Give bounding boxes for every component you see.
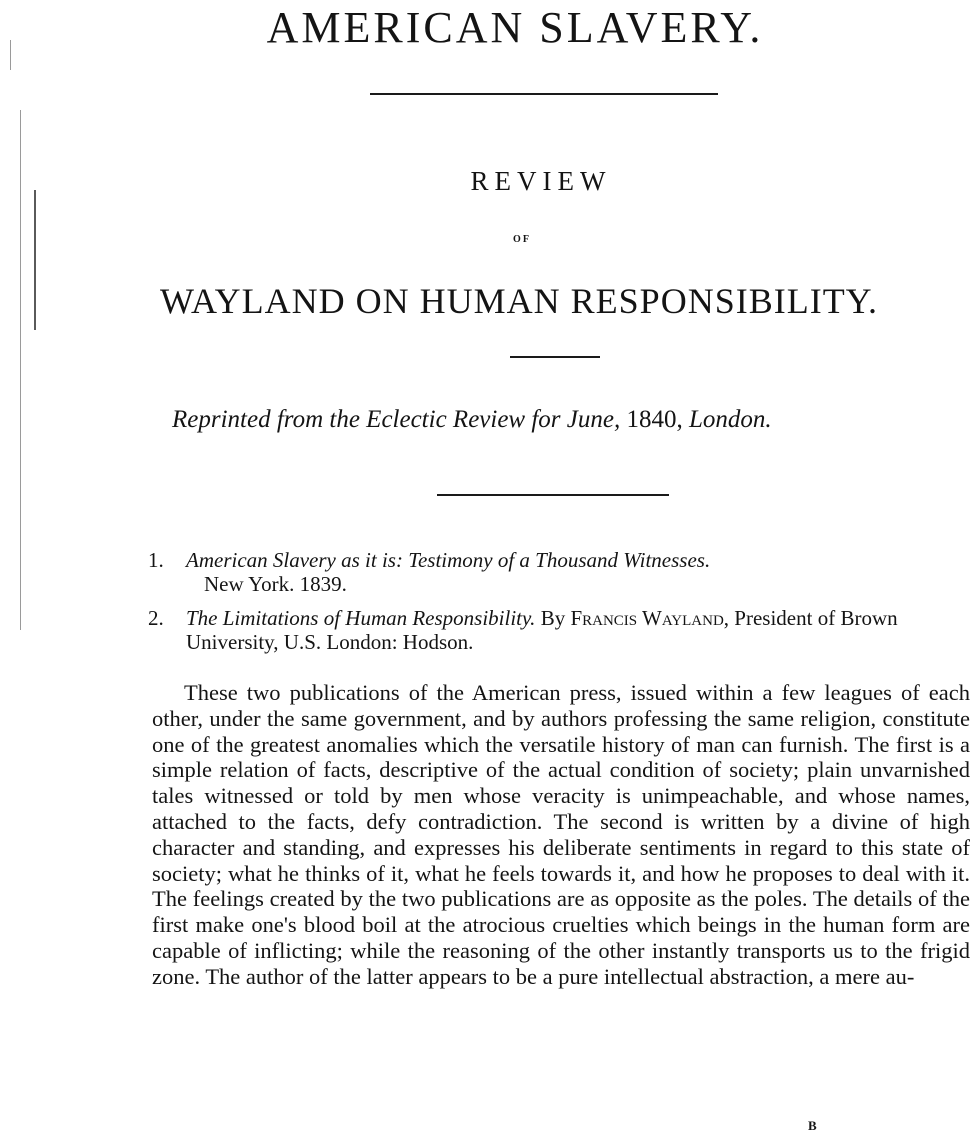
main-title: AMERICAN SLAVERY. (266, 3, 764, 52)
reference-details: New York. 1839. (204, 572, 347, 596)
reference-number: 1. (148, 548, 164, 572)
book-title: WAYLAND ON HUMAN RESPONSIBILITY. (160, 281, 879, 321)
review-heading: REVIEW (470, 166, 612, 196)
reference-item (148, 606, 968, 654)
signature-mark: B (808, 1118, 818, 1133)
reference-title: The Limitations of Human Responsibility. (186, 606, 536, 630)
binding-edge-speck (10, 40, 11, 70)
reference-author: Francis Wayland, (570, 606, 730, 630)
binding-edge-shadow (20, 110, 21, 630)
section-rule-long (437, 494, 669, 496)
reference-list (148, 548, 968, 664)
reprint-prefix: Reprinted from the Eclectic Review for June, (172, 406, 621, 433)
reprint-note (172, 406, 952, 434)
reprint-year: 1840, (626, 406, 683, 433)
reference-by: By (540, 606, 566, 630)
section-rule-short (510, 356, 600, 358)
reference-details: President of Brown University, U.S. London: Hodson. (186, 606, 898, 654)
binding-edge-mark (34, 190, 36, 330)
reference-number: 2. (148, 606, 164, 630)
reprint-place: London. (688, 406, 772, 433)
body-paragraph: These two publications of the American press, issued within a few leagues of each other, under the same government, and by authors professing the same religion, constitute one of the greatest anomalies which the versatile history of man can furnish. The first is a simple relation of facts, descriptive of the actual condition of society; plain unvarnished tales witnessed or told by men whose veracity is unimpeachable, and whose names, attached to the facts, defy contradiction. The second is written by a divine of high character and standing, and expresses his deliberate sentiments in regard to this state of society; what he thinks of it, what he feels towards it, and how he proposes to deal with it. The feelings created by the two publications are as opposite as the poles. The details of the first make one's blood boil at the atrocious cruelties which beings in the human form are capable of inflicting; while the reasoning of the other instantly transports us to the frigid zone. The author of the latter appears to be a pure intellectual abstraction, a mere au- (152, 680, 970, 989)
reference-title: American Slavery as it is: Testimony of a Thousand Witnesses. (186, 548, 711, 572)
reference-item (148, 548, 968, 596)
review-connector: OF (513, 234, 531, 245)
title-rule (370, 93, 718, 95)
